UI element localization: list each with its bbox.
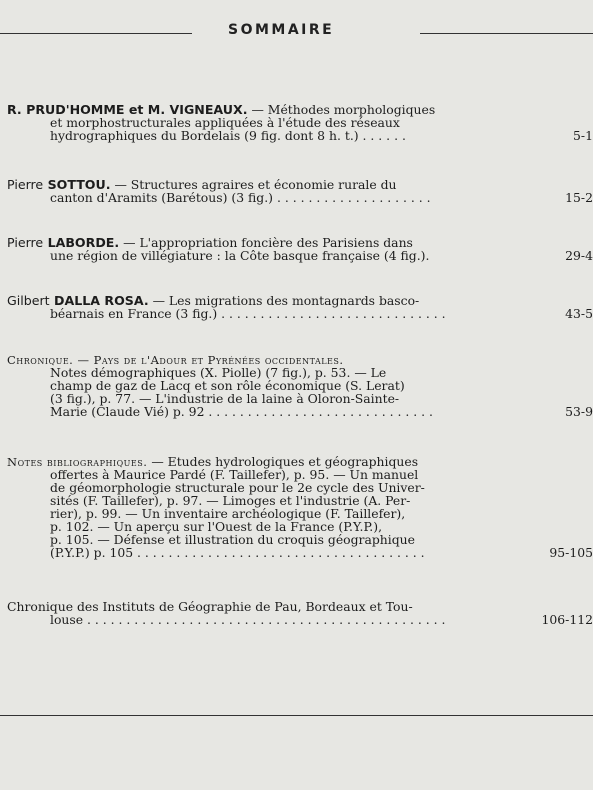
section-subtitle: — Pays de l'Adour et Pyrénées occidentales. — [73, 353, 344, 367]
entry-author: Gilbert DALLA ROSA. — [7, 293, 149, 308]
toc-line: et morphostructurales appliquées à l'étude des réseaux — [50, 115, 400, 130]
toc-entry — [0, 294, 593, 320]
entry-title: — Etudes hydrologiques et géographiques — [147, 454, 419, 469]
toc-line: champ de gaz de Lacq et son rôle économique (S. Lerat) — [50, 378, 405, 393]
entry-pages: 29-4 — [565, 248, 593, 263]
toc-line: hydrographiques du Bordelais (9 fig. dont 8 h. t.) . . . . . . 5-1 — [50, 128, 593, 143]
toc-line: de géomorphologie structurale pour le 2e cycle des Univer- — [50, 480, 425, 495]
toc-entry — [0, 455, 593, 559]
entry-pages: 15-2 — [565, 190, 593, 205]
entry-author: Pierre LABORDE. — [7, 235, 120, 250]
toc-line: Chronique des Instituts de Géographie de Pau, Bordeaux et Tou- — [7, 599, 413, 614]
toc-entry — [0, 103, 593, 142]
entry-pages: 106-112 — [541, 612, 593, 627]
section-heading: Chronique. — [7, 353, 74, 367]
entry-author: R. PRUD'HOMME et M. VIGNEAUX. — [7, 102, 248, 117]
toc-line: (3 fig.), p. 77. — L'industrie de la laine à Oloron-Sainte- — [50, 391, 400, 406]
bottom-rule — [0, 715, 593, 716]
toc-line: offertes à Maurice Pardé (F. Taillefer), p. 95. — Un manuel — [50, 467, 419, 482]
entry-author: Pierre SOTTOU. — [7, 177, 111, 192]
entry-title: — Structures agraires et économie rurale du — [110, 177, 397, 192]
toc-entry — [0, 353, 593, 418]
toc-line: Notes démographiques (X. Piolle) (7 fig.), p. 53. — Le — [50, 365, 387, 380]
toc-line: Marie (Claude Vié) p. 92 . . . . . . . . . . . . . . . . . . . . . . . . . . . . . 53-9 — [50, 404, 593, 419]
toc-line: (P.Y.P.) p. 105 . . . . . . . . . . . . . . . . . . . . . . . . . . . . . . . . . . . . . 95-105 — [50, 545, 593, 560]
toc-entry — [0, 600, 593, 626]
page-title: SOMMAIRE — [228, 22, 335, 38]
entry-pages: 53-9 — [565, 404, 593, 419]
entry-pages: 5-1 — [573, 128, 593, 143]
toc-line: canton d'Aramits (Barétous) (3 fig.) . . . . . . . . . . . . . . . . . . . . 15-2 — [50, 190, 593, 205]
entry-title: — Méthodes morphologiques — [247, 102, 436, 117]
entry-title: — Les migrations des montagnards basco- — [148, 293, 420, 308]
toc-line: sités (F. Taillefer), p. 97. — Limoges et l'industrie (A. Per- — [50, 493, 411, 508]
entry-pages: 95-105 — [549, 545, 593, 560]
toc-line: une région de villégiature : la Côte basque française (4 fig.). 29-4 — [50, 248, 593, 263]
entry-pages: 43-5 — [565, 306, 593, 321]
toc-line: louse . . . . . . . . . . . . . . . . . . . . . . . . . . . . . . . . . . . . . . . . . . . . . . 106-112 — [50, 612, 593, 627]
toc-line: p. 102. — Un aperçu sur l'Ouest de la France (P.Y.P.), — [50, 519, 383, 534]
toc-entry — [0, 236, 593, 262]
toc-entry — [0, 178, 593, 204]
toc-line: p. 105. — Défense et illustration du croquis géographique — [50, 532, 415, 547]
header-rule-right — [420, 33, 593, 34]
page-header — [0, 18, 593, 46]
entry-title: — L'appropriation foncière des Parisiens dans — [119, 235, 413, 250]
section-heading: Notes bibliographiques. — [7, 455, 148, 469]
toc-line: rier), p. 99. — Un inventaire archéologique (F. Taillefer), — [50, 506, 406, 521]
header-rule-left — [0, 33, 192, 34]
toc-line: béarnais en France (3 fig.) . . . . . . . . . . . . . . . . . . . . . . . . . . . . . 43-5 — [50, 306, 593, 321]
